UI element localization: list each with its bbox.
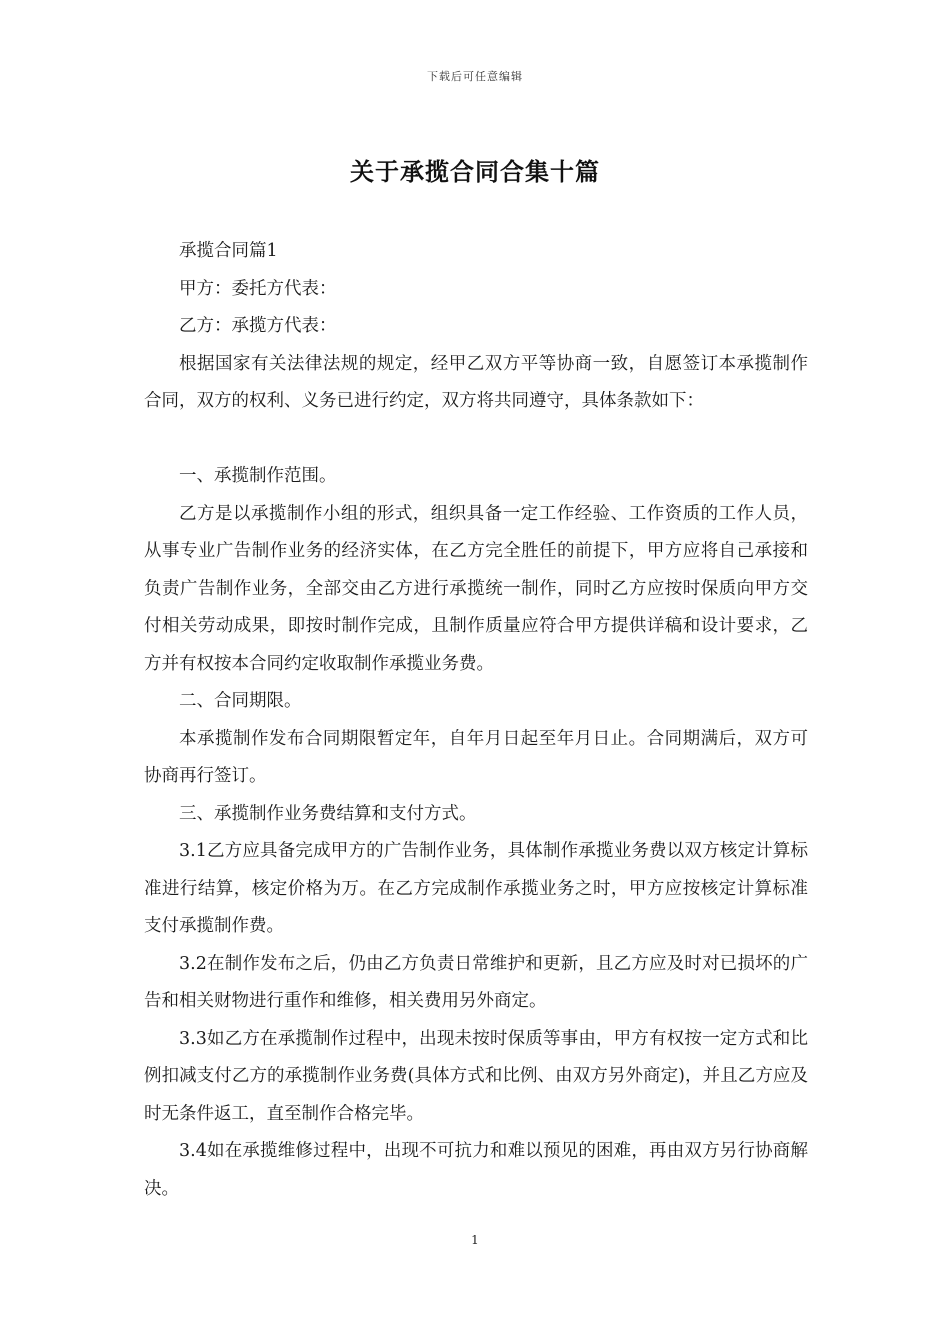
clause-heading-1: 一、承揽制作范围。 <box>179 466 337 486</box>
document-title: 关于承揽合同合集十篇 <box>350 157 600 186</box>
clause-3-3: 3.3如乙方在承揽制作过程中，出现未按时保质等事由，甲方有权按一定方式和比例扣减支付乙方的承揽制作业务费(具体方式和比例、由双方另外商定)，并且乙方应及时无条件返工，直至制作合格完毕。 <box>144 1028 808 1124</box>
clause-heading-2: 二、合同期限。 <box>179 691 302 711</box>
party-b-line: 乙方：承揽方代表： <box>179 316 337 336</box>
clause-paragraph-2: 本承揽制作发布合同期限暂定年，自年月日起至年月日止。合同期满后，双方可协商再行签订。 <box>144 728 808 786</box>
clause-3-1: 3.1乙方应具备完成甲方的广告制作业务，具体制作承揽业务费以双方核定计算标准进行结算，核定价格为万。在乙方完成制作承揽业务之时，甲方应按核定计算标准支付承揽制作费。 <box>144 841 808 936</box>
party-a-line: 甲方：委托方代表： <box>179 278 337 299</box>
header-note: 下载后可任意编辑 <box>427 70 523 83</box>
blank-line <box>144 421 808 459</box>
document-body <box>144 233 808 1208</box>
clause-3-2: 3.2在制作发布之后，仍由乙方负责日常维护和更新，且乙方应及时对已损坏的广告和相关财物进行重作和维修，相关费用另外商定。 <box>144 953 808 1011</box>
clause-heading-3: 三、承揽制作业务费结算和支付方式。 <box>179 803 477 824</box>
page-number: 1 <box>471 1233 479 1247</box>
clause-paragraph-1: 乙方是以承揽制作小组的形式，组织具备一定工作经验、工作资质的工作人员，从事专业广告制作业务的经济实体，在乙方完全胜任的前提下，甲方应将自己承接和负责广告制作业务，全部交由乙方进行承揽统一制作，同时乙方应按时保质向甲方交付相关劳动成果，即按时制作完成，且制作质量应符合甲方提供详稿和设计要求，乙方并有权按本合同约定收取制作承揽业务费。 <box>144 503 808 674</box>
clause-3-4: 3.4如在承揽维修过程中，出现不可抗力和难以预见的困难，再由双方另行协商解决。 <box>144 1141 808 1199</box>
section-heading: 承揽合同篇1 <box>179 241 278 261</box>
preamble-paragraph: 根据国家有关法律法规的规定，经甲乙双方平等协商一致，自愿签订本承揽制作合同，双方的权利、义务已进行约定，双方将共同遵守，具体条款如下： <box>144 353 808 411</box>
